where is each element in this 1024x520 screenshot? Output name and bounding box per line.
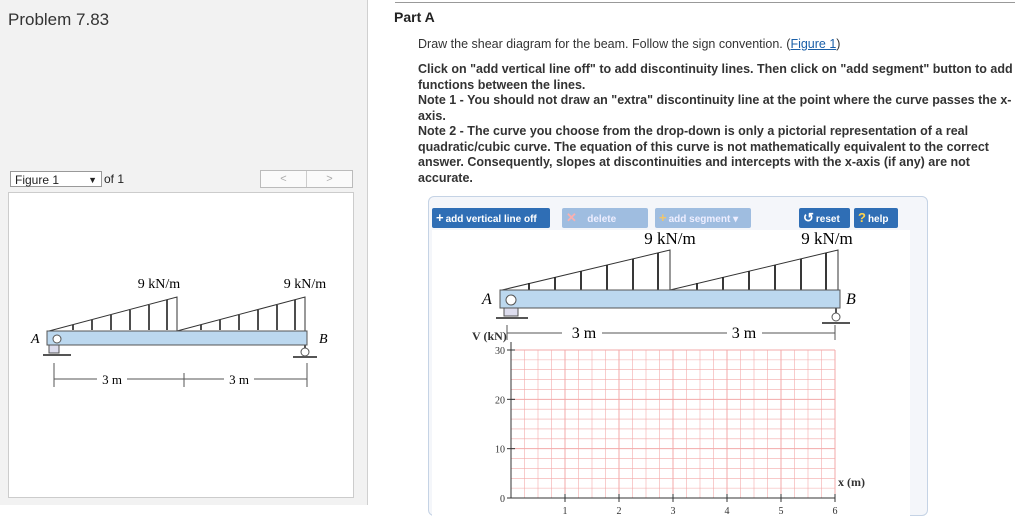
distributed-load-1 <box>502 250 670 290</box>
next-figure-button[interactable]: > <box>326 173 333 185</box>
figure-count: of 1 <box>104 172 125 186</box>
problem-title: Problem 7.83 <box>8 10 110 29</box>
distributed-load-2 <box>670 250 838 290</box>
distributed-load-1 <box>49 297 177 331</box>
y-tick-label: 30 <box>495 346 505 357</box>
load-label-2: 9 kN/m <box>801 229 853 248</box>
help-button[interactable] <box>854 208 898 228</box>
note-click: Click on "add vertical line off" to add discontinuity lines. Then click on "add segment" button to add functions between the lines. <box>418 62 1013 92</box>
reset-label: reset <box>815 214 840 225</box>
part-title: Part A <box>394 9 435 25</box>
y-tick-label: 20 <box>495 395 505 407</box>
figure-pager <box>260 170 353 188</box>
add-vertical-line-label: add vertical line off <box>445 214 537 225</box>
x-tick-label: 2 <box>616 506 622 517</box>
drawing-canvas[interactable] <box>432 230 910 520</box>
support-label-b: B <box>846 291 856 308</box>
add-segment-button[interactable] <box>655 208 751 228</box>
note-1: Note 1 - You should not draw an "extra" discontinuity line at the point where the curve passes the x-axis. <box>418 93 1012 123</box>
load-label-2: 9 kN/m <box>283 277 327 292</box>
y-tick-label: 0 <box>500 494 505 505</box>
delete-button[interactable] <box>562 208 648 228</box>
caret-down-icon: ▾ <box>733 214 739 225</box>
shear-diagram-canvas[interactable] <box>432 229 910 517</box>
chart-grid <box>511 350 835 498</box>
x-axis-label: x (m) <box>838 475 865 489</box>
support-label-a: A <box>482 291 492 308</box>
chart-ticks <box>495 342 838 517</box>
instruction: Draw the shear diagram for the beam. Follow the sign convention. <box>418 37 783 51</box>
x-icon: ✕ <box>566 210 577 225</box>
figure-link[interactable]: Figure 1 <box>790 37 837 51</box>
figure-navigation <box>8 169 353 191</box>
paren-close: ) <box>836 37 841 51</box>
roller-support <box>293 345 317 357</box>
prev-figure-button[interactable]: < <box>261 171 307 187</box>
dimension-lines <box>54 363 307 387</box>
load-label-1: 9 kN/m <box>137 277 181 292</box>
load-arrows <box>73 300 295 330</box>
notes <box>418 62 1018 186</box>
x-tick-label: 5 <box>778 506 784 517</box>
divider <box>395 2 1015 3</box>
plus-icon: + <box>436 210 444 225</box>
support-label-b: B <box>319 332 328 347</box>
y-axis-label: V (kN) <box>472 329 507 343</box>
help-label: help <box>867 214 889 225</box>
dimension-label-1: 3 m <box>102 372 122 387</box>
chevron-down-icon: ▼ <box>88 175 97 185</box>
note-2: Note 2 - The curve you choose from the drop-down is only a pictorial representation of a real quadratic/cubic curve. The equation of this curve is not mathematically equivalent to the correct answer. Consequently, slopes at discontinuities and intercepts with the x-axis (if any) are not accurate. <box>418 124 989 185</box>
delete-label: delete <box>587 214 617 225</box>
x-tick-label: 1 <box>562 506 568 517</box>
load-arrows <box>529 253 826 290</box>
figure-frame <box>8 192 354 498</box>
dimension-label-2: 3 m <box>731 325 757 342</box>
toolbar <box>432 208 898 228</box>
y-tick-label: 10 <box>495 444 505 456</box>
dimension-label-1: 3 m <box>571 325 597 342</box>
reset-icon: ↺ <box>803 210 814 225</box>
x-tick-label: 3 <box>670 506 676 517</box>
reset-button[interactable] <box>799 208 850 228</box>
plus-icon: + <box>659 210 667 225</box>
roller-support <box>822 308 850 323</box>
paren-open: ( <box>786 37 791 51</box>
beam <box>500 290 840 308</box>
figure-select-value: Figure 1 <box>15 173 60 187</box>
beam-figure <box>9 193 353 497</box>
add-vertical-line-button[interactable] <box>432 208 550 228</box>
distributed-load-2 <box>177 297 305 331</box>
dimension-lines <box>507 325 835 340</box>
beam <box>47 331 307 345</box>
dimension-label-2: 3 m <box>229 372 249 387</box>
figure-panel <box>0 0 368 505</box>
load-label-1: 9 kN/m <box>644 229 696 248</box>
support-label-a: A <box>31 332 40 347</box>
x-tick-label: 6 <box>832 506 838 517</box>
instruction-text <box>418 37 840 51</box>
x-tick-label: 4 <box>724 506 730 517</box>
question-icon: ? <box>858 210 866 225</box>
add-segment-label: add segment <box>668 214 731 225</box>
figure-select[interactable] <box>10 171 102 187</box>
